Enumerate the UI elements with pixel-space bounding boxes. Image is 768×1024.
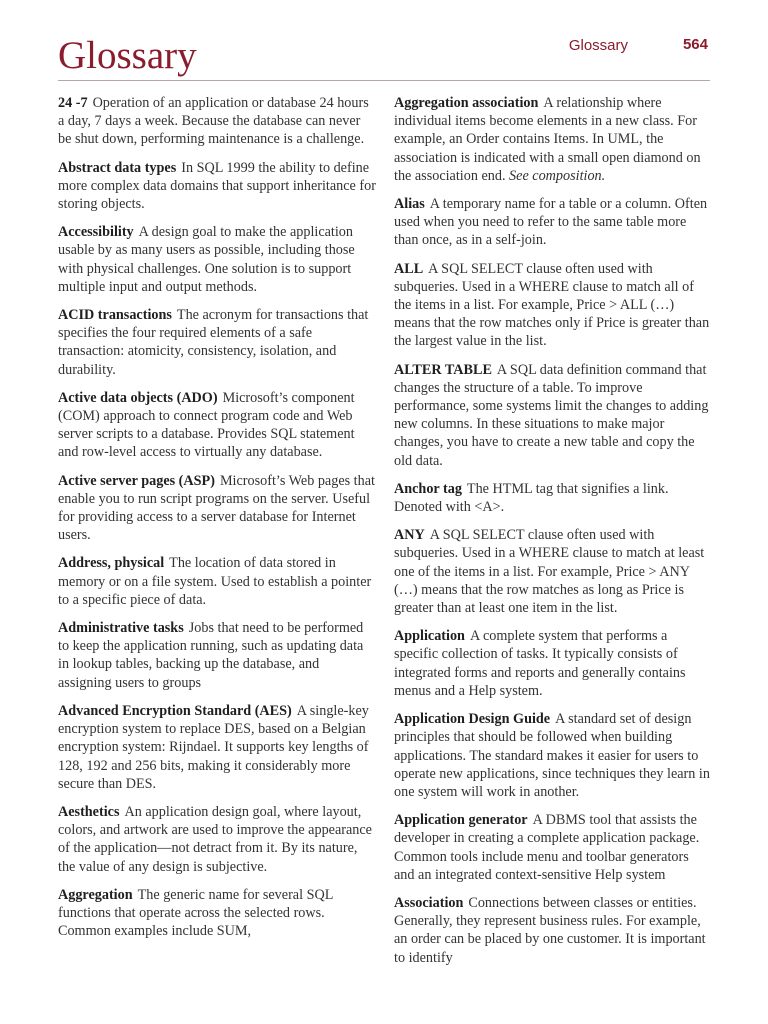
page-title: Glossary	[58, 34, 197, 77]
glossary-term: Application Design Guide	[394, 711, 551, 728]
glossary-column-right	[394, 94, 712, 977]
glossary-definition: The HTML tag that signifies a link. Denoted with <A>.	[394, 480, 669, 516]
glossary-term: Administrative tasks	[58, 620, 184, 637]
glossary-entry	[58, 619, 376, 692]
glossary-term: Address, physical	[58, 555, 165, 572]
glossary-term: Aesthetics	[58, 803, 120, 820]
glossary-term: Active data objects (ADO)	[58, 389, 218, 406]
glossary-definition: Operation of an application or database 24 hours a day, 7 days a week. Because the database can never be shut down, performing maintenance is a challenge.	[58, 95, 369, 148]
glossary-entry	[58, 472, 376, 545]
glossary-term: ALL	[394, 260, 424, 277]
glossary-term: Alias	[394, 196, 425, 213]
glossary-definition: Connections between classes or entities. Generally, they represent business rules. For example, an order can be placed by one customer. It is important to identify	[394, 894, 706, 966]
glossary-entry	[58, 306, 376, 379]
page-header	[58, 30, 710, 81]
glossary-definition: The acronym for transactions that specifies the four required elements of a safe transaction: atomicity, consistency, isolation, and durability.	[58, 307, 369, 378]
glossary-definition: Microsoft’s Web pages that enable you to run script programs on the server. Useful for providing access to a server database for Internet users.	[58, 472, 375, 544]
glossary-entry	[394, 361, 712, 470]
glossary-entry	[58, 389, 376, 462]
glossary-entry	[58, 554, 376, 609]
glossary-definition: A standard set of design principles that should be followed when building applications. The standard makes it easier for users to operate new applications, since techniques they learn in one system will work in another.	[394, 711, 710, 800]
glossary-definition: A single-key encryption system to replace DES, based on a Belgian encryption system: Rijndael. It supports key lengths of 128, 192 and 256 bits, making it considerably more secure than DES.	[58, 702, 369, 792]
glossary-term: 24 -7	[58, 95, 88, 111]
glossary-term: Anchor tag	[394, 480, 462, 497]
glossary-definition: A design goal to make the application usable by as many users as possible, including those with physical challenges. One solution is to support multiple input and output methods.	[58, 224, 355, 295]
glossary-entry	[394, 94, 712, 185]
glossary-entry	[394, 894, 712, 967]
glossary-term: ANY	[394, 527, 425, 544]
glossary-entry	[394, 195, 712, 250]
glossary-definition: Jobs that need to be performed to keep the application running, such as updating data in lookup tables, backing up the database, and assigning users to groups	[58, 620, 364, 691]
glossary-entry	[394, 480, 712, 516]
glossary-entry	[58, 803, 376, 876]
glossary-definition: Microsoft’s component (COM) approach to connect program code and Web server scripts to a database. Provides SQL statement and row-level access to virtually any database.	[58, 389, 355, 461]
glossary-entry	[58, 94, 376, 149]
glossary-term: Active server pages (ASP)	[58, 472, 215, 489]
page-number: 564	[682, 36, 708, 53]
glossary-term: Abstract data types	[58, 159, 177, 176]
glossary-term: Advanced Encryption Standard (AES)	[58, 702, 292, 719]
glossary-definition: The generic name for several SQL functions that operate across the selected rows. Common examples include SUM,	[58, 886, 333, 940]
glossary-definition: A SQL SELECT clause often used with subqueries. Used in a WHERE clause to match all of the items in a list. For example, Price > ALL (…) means that the row matches only if Price is greater than the largest value in the list.	[394, 260, 710, 350]
glossary-entry	[394, 710, 712, 801]
running-head: Glossary	[568, 37, 628, 54]
glossary-term: ACID transactions	[58, 307, 172, 324]
glossary-entry	[394, 526, 712, 617]
glossary-definition: The location of data stored in memory or on a file system. Used to establish a pointer to a specific piece of data.	[58, 555, 372, 608]
glossary-term: Accessibility	[58, 224, 134, 241]
glossary-term: ALTER TABLE	[394, 361, 492, 378]
glossary-entry	[394, 811, 712, 884]
glossary-term: Application generator	[394, 812, 528, 829]
glossary-entry	[58, 159, 376, 214]
glossary-definition: A complete system that performs a specific collection of tasks. It typically consists of integrated forms and reports and generally contains menus and a Help system.	[394, 628, 686, 699]
glossary-definition: A SQL data definition command that changes the structure of a table. To improve performance, some systems limit the changes to adding new columns. In these situations to make major changes, you have to create a new table and copy the old data.	[394, 361, 709, 469]
glossary-entry	[58, 702, 376, 793]
glossary-term: Application	[394, 628, 465, 645]
glossary-term: Aggregation	[58, 886, 133, 903]
glossary-term: Aggregation association	[394, 95, 539, 111]
glossary-entry	[58, 886, 376, 941]
glossary-definition: A DBMS tool that assists the developer in creating a complete application package. Common tools include menu and toolbar generators and an integrated context-sensitive Help system	[394, 812, 700, 883]
glossary-definition: A temporary name for a table or a column. Often used when you need to refer to the same table more than once, as in a self-join.	[394, 196, 708, 249]
glossary-column-left	[58, 94, 376, 950]
glossary-entry	[394, 627, 712, 700]
see-also-reference: See composition.	[509, 167, 606, 184]
glossary-definition: A relationship where individual items become elements in a new class. For example, an Order contains Items. In UML, the association is indicated with a small open diamond on the association end.	[394, 95, 701, 184]
glossary-definition: An application design goal, where layout, colors, and artwork are used to improve the appearance of the application—not detract from it. By its nature, the value of any design is subjective.	[58, 803, 372, 875]
glossary-definition: In SQL 1999 the ability to define more complex data domains that support inheritance for storing objects.	[58, 159, 376, 213]
glossary-entry	[58, 223, 376, 296]
glossary-definition: A SQL SELECT clause often used with subqueries. Used in a WHERE clause to match at least one of the items in a list. For example, Price > ANY (…) means that the row matches as long as Price is greater than at least one item in the list.	[394, 527, 705, 617]
glossary-term: Association	[394, 894, 464, 911]
glossary-entry	[394, 260, 712, 351]
